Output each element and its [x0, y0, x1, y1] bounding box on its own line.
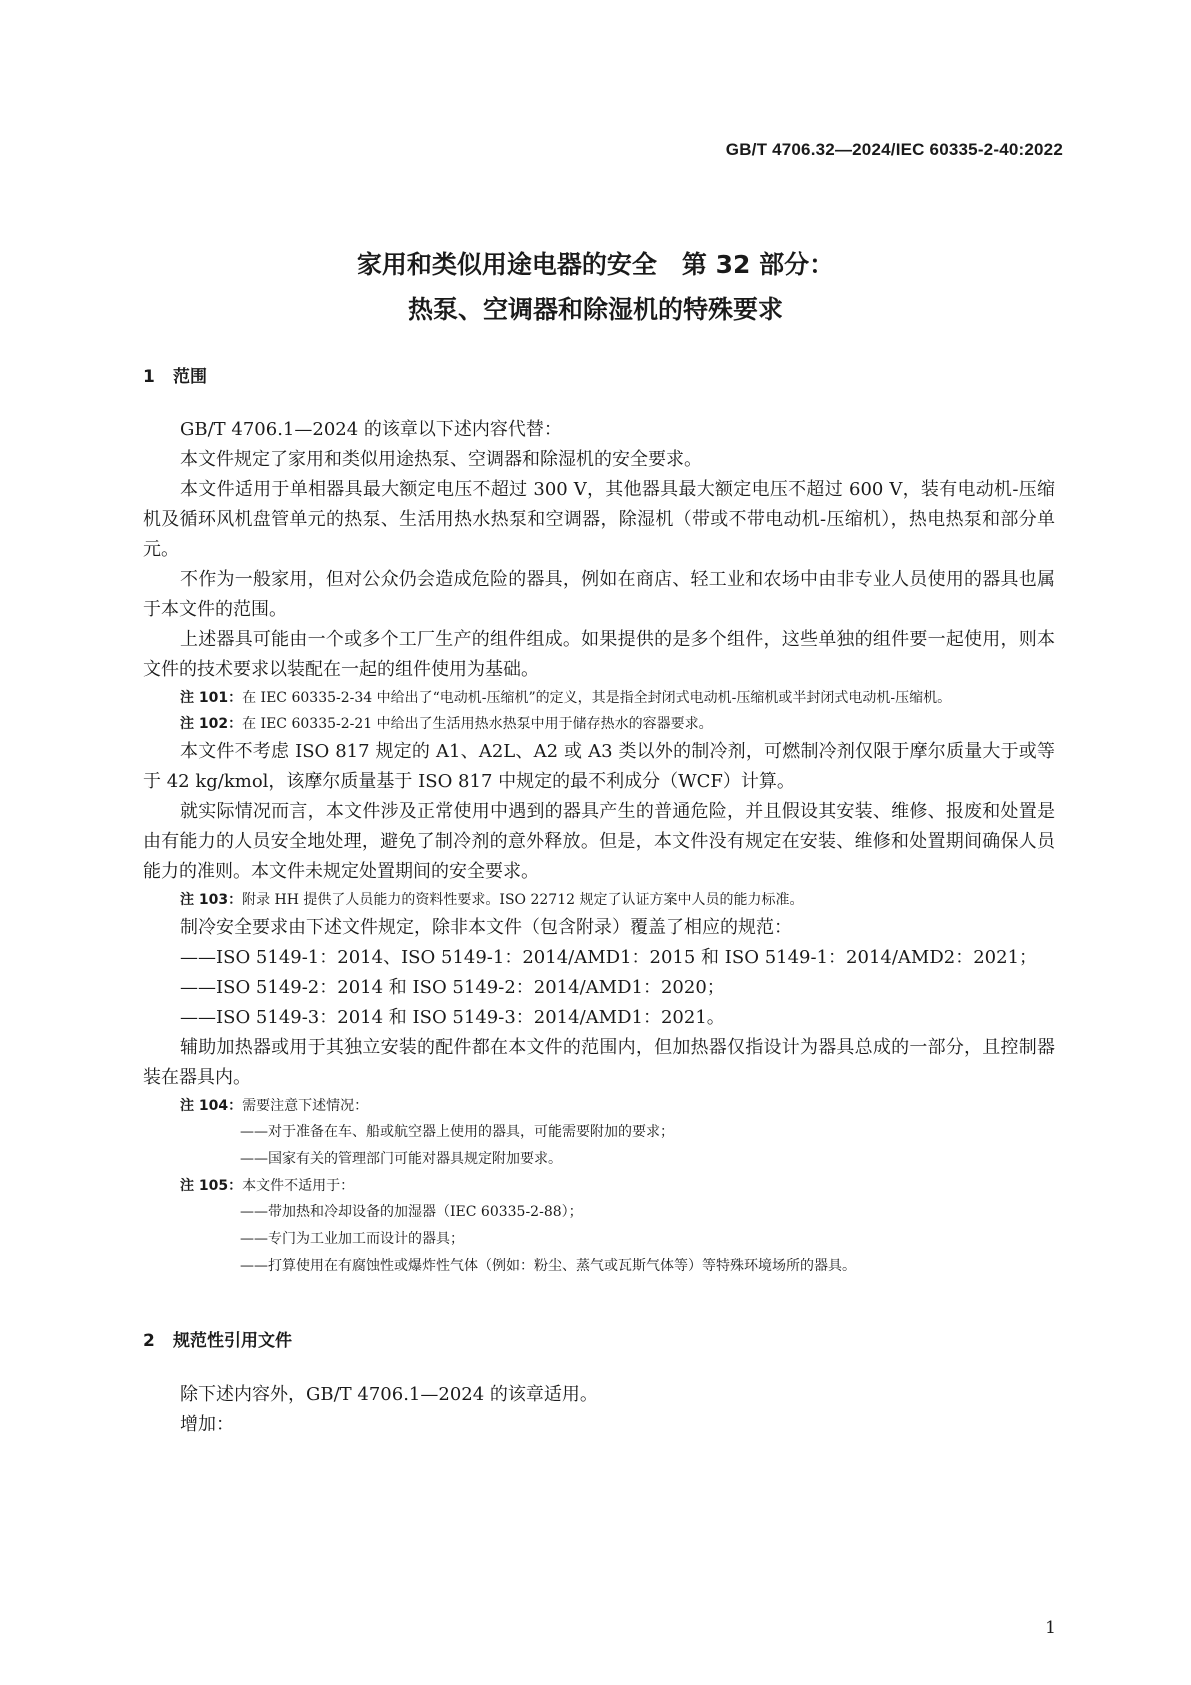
section-1-heading [143, 362, 207, 387]
note-104 [143, 1093, 1055, 1119]
list-item: ——ISO 5149-1：2014、ISO 5149-1：2014/AMD1：2015 和 ISO 5149-1：2014/AMD2：2021； [180, 947, 1038, 968]
title-line-1: 家用和类似用途电器的安全 第 32 部分： [356, 250, 835, 279]
paragraph: 本文件规定了家用和类似用途热泵、空调器和除湿机的安全要求。 [180, 449, 702, 470]
note-tag: 注 101： [180, 690, 243, 706]
note-list-item: ——国家有关的管理部门可能对器具规定附加要求。 [240, 1151, 562, 1167]
paragraph: 制冷安全要求由下述文件规定，除非本文件（包含附录）覆盖了相应的规范： [180, 917, 792, 938]
paragraph: 不作为一般家用，但对公众仍会造成危险的器具，例如在商店、轻工业和农场中由非专业人员使用的器具也属于本文件的范围。 [143, 569, 1055, 620]
note-tag: 注 102： [180, 716, 243, 732]
note-103 [143, 887, 1055, 913]
note-list-item: ——专门为工业加工而设计的器具； [240, 1231, 464, 1247]
section-1-title: 范围 [173, 367, 207, 387]
note-text: 在 IEC 60335-2-21 中给出了生活用热水热泵中用于储存热水的容器要求。 [242, 716, 713, 732]
standard-code: GB/T 4706.32—2024/IEC 60335-2-40:2022 [725, 140, 1063, 159]
note-102 [143, 711, 1055, 737]
paragraph: GB/T 4706.1—2024 的该章以下述内容代替： [180, 419, 562, 440]
list-item: ——ISO 5149-2：2014 和 ISO 5149-2：2014/AMD1：2020； [180, 977, 725, 998]
note-text: 需要注意下述情况： [242, 1098, 369, 1114]
section-1-number: 1 [143, 367, 155, 387]
note-text: 在 IEC 60335-2-34 中给出了“电动机-压缩机”的定义，其是指全封闭式电动机-压缩机或半封闭式电动机-压缩机。 [242, 690, 952, 706]
section-2-number: 2 [143, 1331, 155, 1351]
note-list-item: ——打算使用在有腐蚀性或爆炸性气体（例如：粉尘、蒸气或瓦斯气体等）等特殊环境场所的器具。 [240, 1258, 856, 1274]
paragraph: 辅助加热器或用于其独立安装的配件都在本文件的范围内，但加热器仅指设计为器具总成的一部分，且控制器装在器具内。 [143, 1037, 1055, 1088]
note-text: 附录 HH 提供了人员能力的资料性要求。ISO 22712 规定了认证方案中人员的能力标准。 [242, 892, 804, 908]
paragraph: 本文件不考虑 ISO 817 规定的 A1、A2L、A2 或 A3 类以外的制冷剂，可燃制冷剂仅限于摩尔质量大于或等于 42 kg/kmol，该摩尔质量基于 ISO 817 中规定的最不利成分（WCF）计算。 [143, 741, 1055, 792]
section-2-title: 规范性引用文件 [173, 1331, 292, 1351]
page-number: 1 [1045, 1618, 1056, 1638]
note-tag: 注 103： [180, 892, 243, 908]
note-105 [143, 1173, 1055, 1199]
title-line-2: 热泵、空调器和除湿机的特殊要求 [407, 295, 783, 324]
note-list-item: ——带加热和冷却设备的加湿器（IEC 60335-2-88）； [240, 1204, 583, 1220]
list-item: ——ISO 5149-3：2014 和 ISO 5149-3：2014/AMD1：2021。 [180, 1007, 725, 1028]
document-title [0, 242, 1191, 332]
note-text: 本文件不适用于： [242, 1178, 355, 1194]
paragraph: 上述器具可能由一个或多个工厂生产的组件组成。如果提供的是多个组件，这些单独的组件要一起使用，则本文件的技术要求以装配在一起的组件使用为基础。 [143, 629, 1055, 680]
section-2-heading [143, 1326, 292, 1351]
section-1-body [143, 415, 1055, 1280]
note-tag: 注 105： [180, 1178, 243, 1194]
paragraph: 增加： [180, 1414, 234, 1435]
note-list-item: ——对于准备在车、船或航空器上使用的器具，可能需要附加的要求； [240, 1124, 674, 1140]
paragraph: 就实际情况而言，本文件涉及正常使用中遇到的器具产生的普通危险，并且假设其安装、维修、报废和处置是由有能力的人员安全地处理，避免了制冷剂的意外释放。但是，本文件没有规定在安装、维修和处置期间确保人员能力的准则。本文件未规定处置期间的安全要求。 [143, 801, 1055, 882]
note-tag: 注 104： [180, 1098, 243, 1114]
paragraph: 本文件适用于单相器具最大额定电压不超过 300 V，其他器具最大额定电压不超过 600 V，装有电动机-压缩机及循环风机盘管单元的热泵、生活用热水热泵和空调器，除湿机（带或不带电动机-压缩机），热电热泵和部分单元。 [143, 479, 1055, 560]
section-2-body [143, 1380, 1055, 1440]
note-101 [143, 685, 1055, 711]
paragraph: 除下述内容外，GB/T 4706.1—2024 的该章适用。 [180, 1384, 598, 1405]
